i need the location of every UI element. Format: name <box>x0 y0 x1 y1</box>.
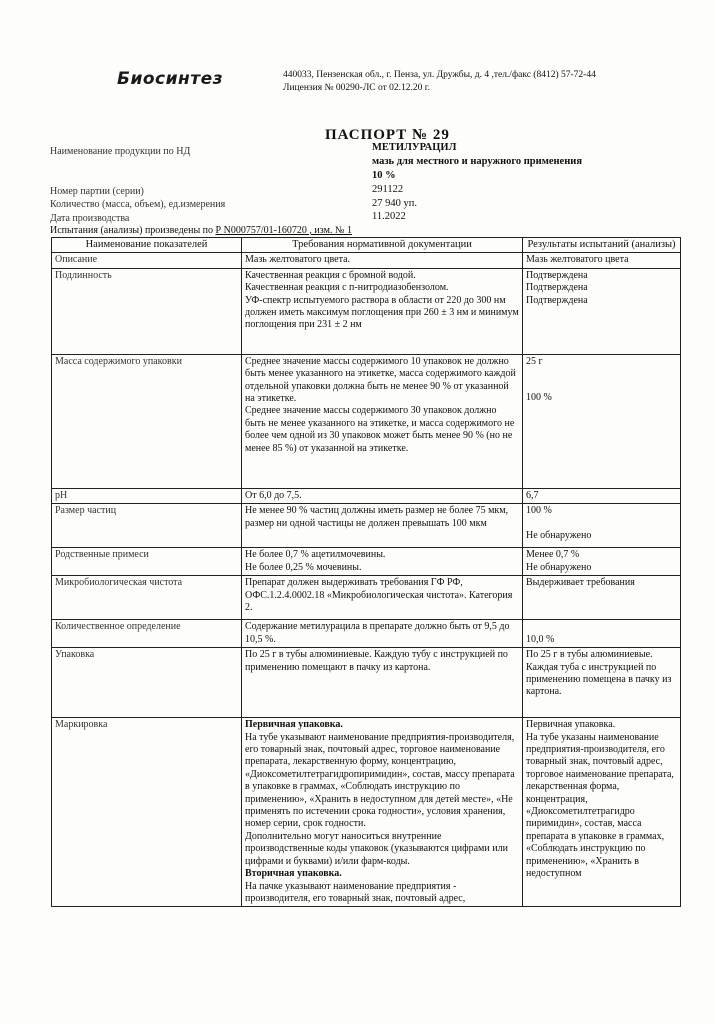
quantity-value: 27 940 уп. <box>372 198 417 209</box>
product-name: МЕТИЛУРАЦИЛ <box>372 142 457 153</box>
table-row: Упаковка По 25 г в тубы алюминиевые. Каждую тубу с инструкцией по применению помещают в пачку из картона. По 25 г в тубы алюминиевые. Каждая туба с инструкцией по применению помещена в пачку из картона. <box>52 648 681 718</box>
batch-label: Номер партии (серии) <box>50 186 144 197</box>
production-date-value: 11.2022 <box>372 211 406 222</box>
table-row: Масса содержимого упаковки Среднее значение массы содержимого 10 упаковок не должно быть менее указанного на этикетке, масса содержимого каждой отдельной упаковки должна быть не менее 90 % от указанной на этикетке. Среднее значение массы содержимого 30 упаковок должно быть не менее указанного на этикетке, и масса содержимого не более чем одной из 30 упаковок может быть менее 90 % (но не менее 85 %) от указанной на этикетке. 25 г 100 % <box>52 354 681 488</box>
product-concentration: 10 % <box>372 170 396 181</box>
product-form: мазь для местного и наружного применения <box>372 156 582 167</box>
table-header-row <box>52 238 681 253</box>
company-address <box>283 69 683 95</box>
table-row: Микробиологическая чистота Препарат должен выдерживать требования ГФ РФ, ОФС.1.2.4.0002.18 «Микробиологическая чистота». Категория 2. Выдерживает требования <box>52 576 681 620</box>
tests-line <box>50 225 352 236</box>
table-row: Количественное определение Содержание метилурацила в препарате должно быть от 9,5 до 10,5 %. 10,0 % <box>52 620 681 648</box>
product-label: Наименование продукции по НД <box>50 146 191 157</box>
company-logo: Биосинтез <box>117 69 224 89</box>
tests-label: Испытания (анализы) произведены по <box>50 225 214 236</box>
table-row: Описание Мазь желтоватого цвета. Мазь желтоватого цвета <box>52 253 681 268</box>
quantity-label: Количество (масса, объем), ед.измерения <box>50 199 226 210</box>
batch-value: 291122 <box>372 184 404 195</box>
passport-title: ПАСПОРТ № 29 <box>325 127 450 143</box>
production-date-label: Дата производства <box>50 213 130 224</box>
tests-value: Р N000757/01-160720 , изм. № 1 <box>215 225 352 236</box>
table-row: Подлинность Качественная реакция с бромной водой. Качественная реакция с п-нитродиазобензолом. УФ-спектр испытуемого раствора в области от 220 до 300 нм должен иметь максимум поглощения при 260 ± 3 нм и минимум поглощения при 231 ± 2 нм Подтверждена Подтверждена Подтверждена <box>52 268 681 354</box>
license-line: Лицензия № 00290-ЛС от 02.12.20 г. <box>283 83 430 93</box>
table-row: Родственные примеси Не более 0,7 % ацетилмочевины. Не более 0,25 % мочевины. Менее 0,7 % Не обнаружено <box>52 548 681 576</box>
header-name: Наименование показателей <box>52 238 242 253</box>
table-row: Размер частиц Не менее 90 % частиц должны иметь размер не более 75 мкм, размер ни одной частицы не должен превышать 100 мкм 100 % Не обнаружено <box>52 504 681 548</box>
header-requirements: Требования нормативной документации <box>242 238 523 253</box>
table-row: pH От 6,0 до 7,5. 6,7 <box>52 488 681 503</box>
header-results: Результаты испытаний (анализы) <box>523 238 681 253</box>
address-line-1: 440033, Пензенская обл., г. Пенза, ул. Дружбы, д. 4 ,тел./факс (8412) 57-72-44 <box>283 70 596 80</box>
table-row: Маркировка Первичная упаковка. На тубе указывают наименование предприятия-производителя, его товарный знак, почтовый адрес, торговое наименование препарата, лекарственную форму, концентрацию, «Диоксометилтетрагидропиримидин», состав, массу препарата в упаковке в граммах, «Соблюдать инструкцию по применению», «Хранить в недоступном для детей месте», «Не применять по истечении срока годности», условия хранения, номер серии, срок годности. Дополнительно могут наноситься внутренние производственные коды упаковок (указываются цифрами или цифрами и буквами) и/или фарм-коды. Вторичная упаковка. На пачке указывают наименование предприятия - производителя, его товарный знак, почтовый адрес, Первичная упаковка. На тубе указаны наименование предприятия-производителя, его товарный знак, почтовый адрес, торговое наименование препарата, лекарственная форма, концентрация, «Диоксометилтетрагидро пиримидин», состав, масса препарата в упаковке в граммах, «Соблюдать инструкцию по применению», «Хранить в недоступном <box>52 718 681 907</box>
results-table <box>51 237 681 907</box>
